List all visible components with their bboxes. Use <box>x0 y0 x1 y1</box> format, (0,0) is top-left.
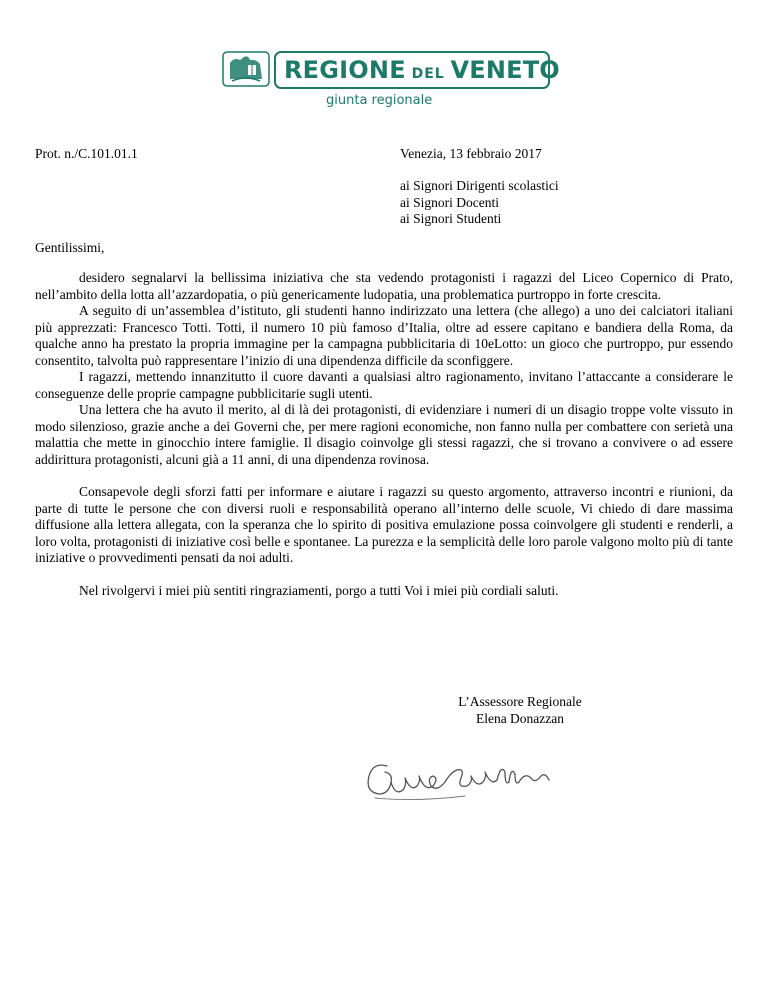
organization-name: REGIONE DEL VENETO <box>284 56 560 84</box>
letter-body <box>35 270 733 599</box>
paragraph: Nel rivolgervi i miei più sentiti ringraziamenti, porgo a tutti Voi i miei più cordiali saluti. <box>79 582 559 598</box>
recipient: ai Signori Dirigenti scolastici <box>400 178 559 193</box>
salutation: Gentilissimi, <box>35 240 105 255</box>
recipient: ai Signori Docenti <box>400 194 499 210</box>
letterhead <box>218 45 560 115</box>
place-date: Venezia, 13 febbraio 2017 <box>400 146 542 161</box>
paragraph: Una lettera che ha avuto il merito, al di là dei protagonisti, di evidenziare i numeri di un disagio troppe volte vissuto in modo silenzioso, grazie anche a dei Governi che, per mere ragioni economiche, non fanno nulla per combattere con serietà una malattia che mette in ginocchio intere famiglie. Il disagio coinvolge gli stessi ragazzi, che si trovano a convivere o ad essere addirittura protagonisti, alcuni già a 11 anni, di una dipendenza rovinosa. <box>35 402 733 467</box>
protocol-number: Prot. n./C.101.01.1 <box>35 146 138 161</box>
paragraph: A seguito di un’assemblea d’istituto, gli studenti hanno indirizzato una lettera (che allego) a uno dei calciatori italiani più apprezzati: Francesco Totti. Totti, il numero 10 più famoso d’Italia, oltre ad essere capitano e bandiera della Roma, da qualche anno ha prestato la propria immagine per la campagna pubblicitaria di 10eLotto: un gioco che purtroppo, pur essendo consentito, talvolta può rappresentare l’inizio di una dipendenza difficile da sconfiggere. <box>35 303 733 368</box>
recipients-list <box>400 178 559 228</box>
lion-of-saint-mark-emblem-icon <box>222 51 270 87</box>
signature-block <box>420 694 620 727</box>
logo-frame <box>274 51 560 89</box>
organization-subtitle: giunta regionale <box>326 93 433 108</box>
paragraph: desidero segnalarvi la bellissima iniziativa che sta vedendo protagonisti i ragazzi del Liceo Copernico di Prato, nell’ambito della lotta all’azzardopatia, o più genericamente ludopatia, una problematica purtroppo in forte crescita. <box>35 270 733 302</box>
handwritten-signature-icon <box>355 752 565 812</box>
recipient: ai Signori Studenti <box>400 211 502 226</box>
signer-title: L’Assessore Regionale <box>458 694 582 709</box>
signer-name: Elena Donazzan <box>475 710 565 726</box>
paragraph: I ragazzi, mettendo innanzitutto il cuore davanti a qualsiasi altro ragionamento, invitano l’attaccante a considerare le conseguenze delle proprie campagne pubblicitarie sugli utenti. <box>35 369 733 401</box>
paragraph: Consapevole degli sforzi fatti per informare e aiutare i ragazzi su questo argomento, attraverso incontri e riunioni, da parte di tutte le persone che con diversi ruoli e responsabilità operano all’interno delle scuole, Vi chiedo di dare massima diffusione alla lettera allegata, con la speranza che lo spirito di positiva emulazione possa coinvolgere gli studenti e renderli, a loro volta, protagonisti di iniziative così belle e spontanee. La purezza e la semplicità delle loro parole valgono molto più di tante iniziative o provvedimenti pensati da noi adulti. <box>35 484 733 565</box>
